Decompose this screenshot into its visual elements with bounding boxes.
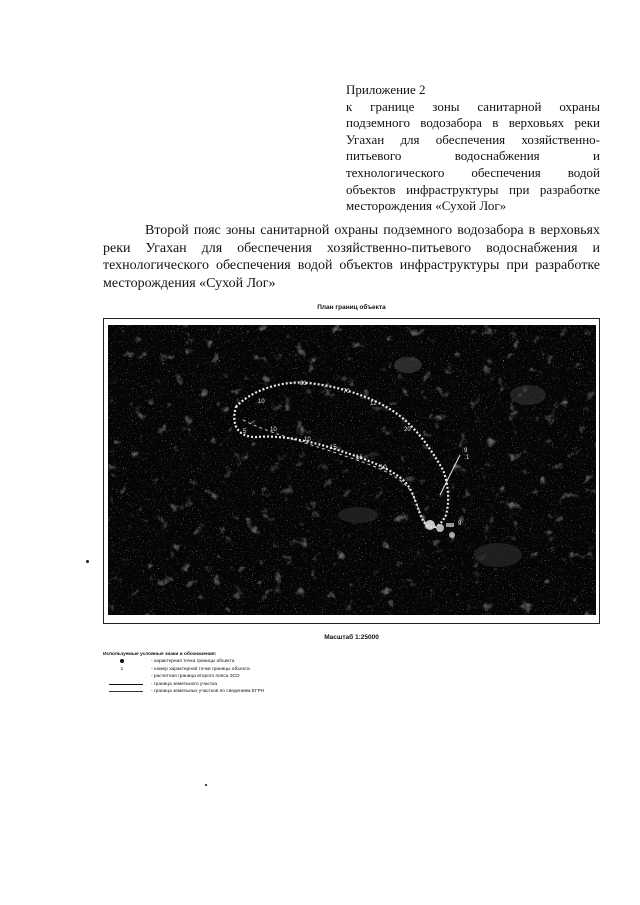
map-point-label: 10 bbox=[258, 399, 265, 405]
legend-row-calc-boundary bbox=[103, 673, 363, 681]
map-point-label: 10 bbox=[380, 465, 387, 471]
map-point-label: 9 bbox=[464, 448, 468, 454]
map-point-label: 10 bbox=[270, 427, 277, 433]
legend-row-egrn bbox=[103, 688, 363, 696]
legend-row-number bbox=[103, 666, 363, 674]
map-scale: Масштаб 1:25000 bbox=[324, 634, 379, 641]
legend-text: - номер характерной точки границы объекта bbox=[151, 666, 250, 672]
map-point-label: 1 bbox=[466, 455, 470, 461]
legend-row-land-plot bbox=[103, 681, 363, 689]
map-frame bbox=[103, 318, 600, 624]
legend bbox=[103, 651, 363, 696]
legend-text: - расчетная граница второго пояса ЗСО bbox=[151, 674, 240, 680]
satellite-map-image bbox=[108, 325, 596, 615]
appendix-title: Приложение 2 bbox=[346, 82, 426, 97]
document-body-text: Второй пояс зоны санитарной охраны подземного водозабора в верховьях реки Угахан для обеспечения хозяйственно-питьевого водоснабжения и технологического обеспечения водой объектов инфраструктуры при разработке месторождения «Сухой Лог» bbox=[103, 223, 600, 291]
map-point-label: 12 bbox=[370, 401, 377, 407]
legend-dot-symbol bbox=[109, 658, 137, 665]
map-point-label: 5 bbox=[243, 429, 247, 435]
map-point-label: 20 bbox=[404, 427, 411, 433]
legend-text: - характерная точка границы объекта bbox=[151, 659, 235, 664]
page-speck-mark bbox=[86, 560, 89, 563]
appendix-header bbox=[346, 82, 600, 215]
legend-thick-line-symbol bbox=[109, 681, 137, 688]
legend-row-point bbox=[103, 658, 363, 666]
map-point-label: 70 bbox=[343, 389, 350, 395]
map-point-label: 15 bbox=[330, 445, 337, 451]
legend-text: - граница земельного участка bbox=[151, 681, 218, 687]
legend-thin-line-symbol bbox=[109, 688, 137, 695]
plan-title: План границ объекта bbox=[317, 304, 386, 311]
map-point-label: 16 bbox=[356, 455, 363, 461]
map-point-label: 10 bbox=[304, 437, 311, 443]
legend-heading: Используемые условные знаки и обозначения: bbox=[103, 652, 217, 657]
legend-text: - граница земельных участков по сведениям ЕГРН bbox=[151, 689, 265, 695]
appendix-subtitle: к границе зоны санитарной охраны подземного водозабора в верховьях реки Угахан для обеспечения хозяйственно-питьевого водоснабжения и технологического обеспечения водой объектов инфраструктуры при разработке месторождения «Сухой Лог» bbox=[346, 98, 600, 214]
page-speck-mark bbox=[205, 784, 207, 786]
map-point-label: 9 bbox=[458, 521, 462, 527]
map-point-label: 81 bbox=[300, 381, 307, 387]
legend-digit-symbol: 1 bbox=[120, 666, 124, 672]
